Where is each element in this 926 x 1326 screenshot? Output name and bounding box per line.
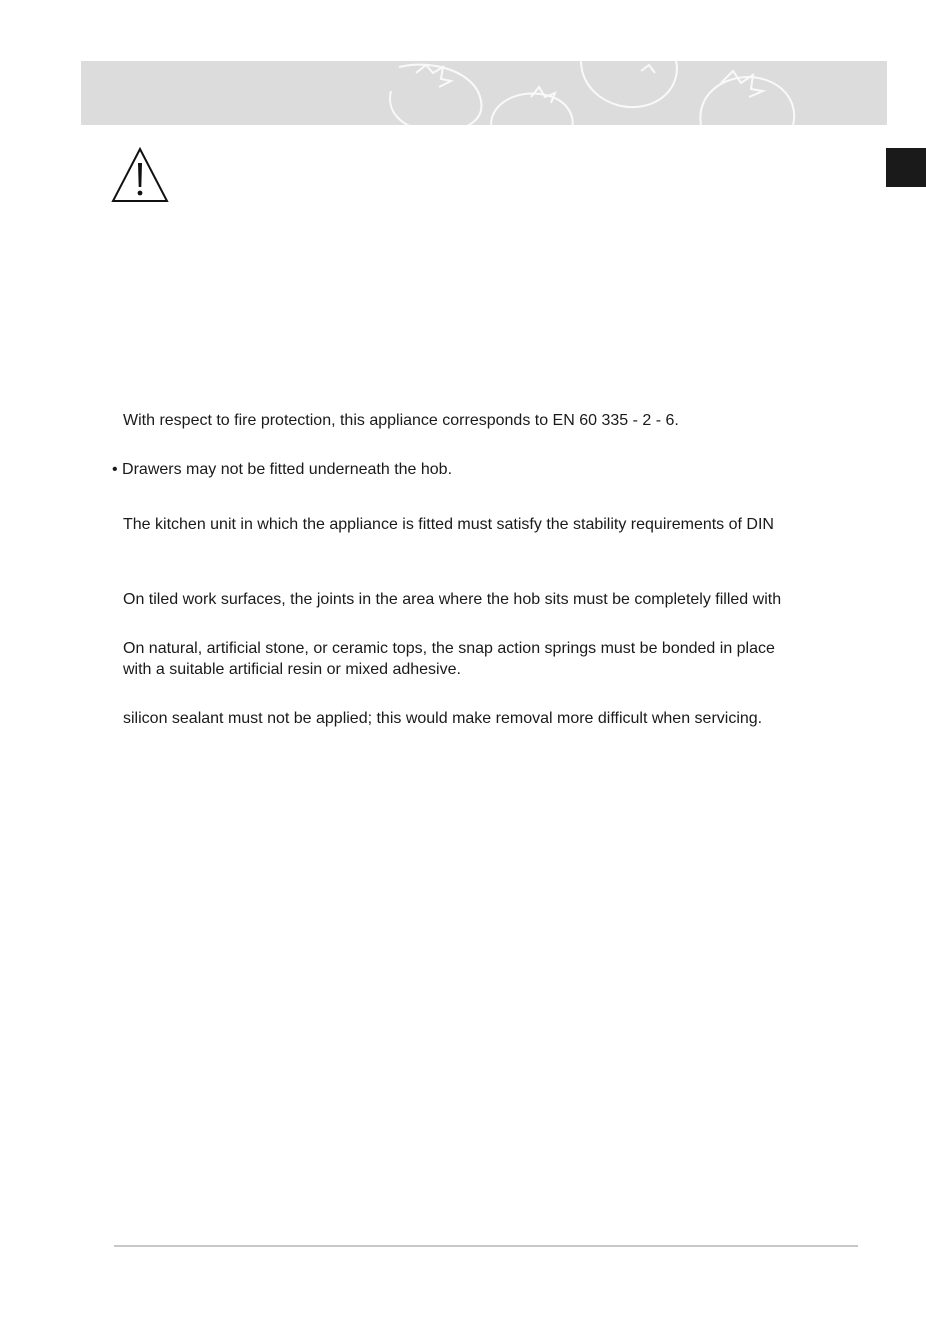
kitchen-unit-text: The kitchen unit in which the appliance is fitted must satisfy the stability requirements of DIN xyxy=(123,516,774,533)
footer-divider xyxy=(114,1245,858,1247)
tiled-surfaces-text: On tiled work surfaces, the joints in the area where the hob sits must be completely filled with xyxy=(123,591,782,608)
stone-tops-text-line-2: with a suitable artificial resin or mixed adhesive. xyxy=(123,661,461,678)
fire-protection-text: With respect to fire protection, this appliance corresponds to EN 60 335 - 2 - 6. xyxy=(123,412,679,429)
stone-tops-text-line-1: On natural, artificial stone, or ceramic tops, the snap action springs must be bonded in place xyxy=(123,640,775,657)
section-tab-marker xyxy=(886,148,926,187)
drawers-bullet-text: • Drawers may not be fitted underneath the hob. xyxy=(112,461,453,478)
tomato-watermark-icon xyxy=(81,61,887,125)
header-band xyxy=(81,61,887,125)
silicon-sealant-text: silicon sealant must not be applied; this would make removal more difficult when servicing. xyxy=(123,710,763,727)
warning-triangle-icon xyxy=(111,147,169,203)
